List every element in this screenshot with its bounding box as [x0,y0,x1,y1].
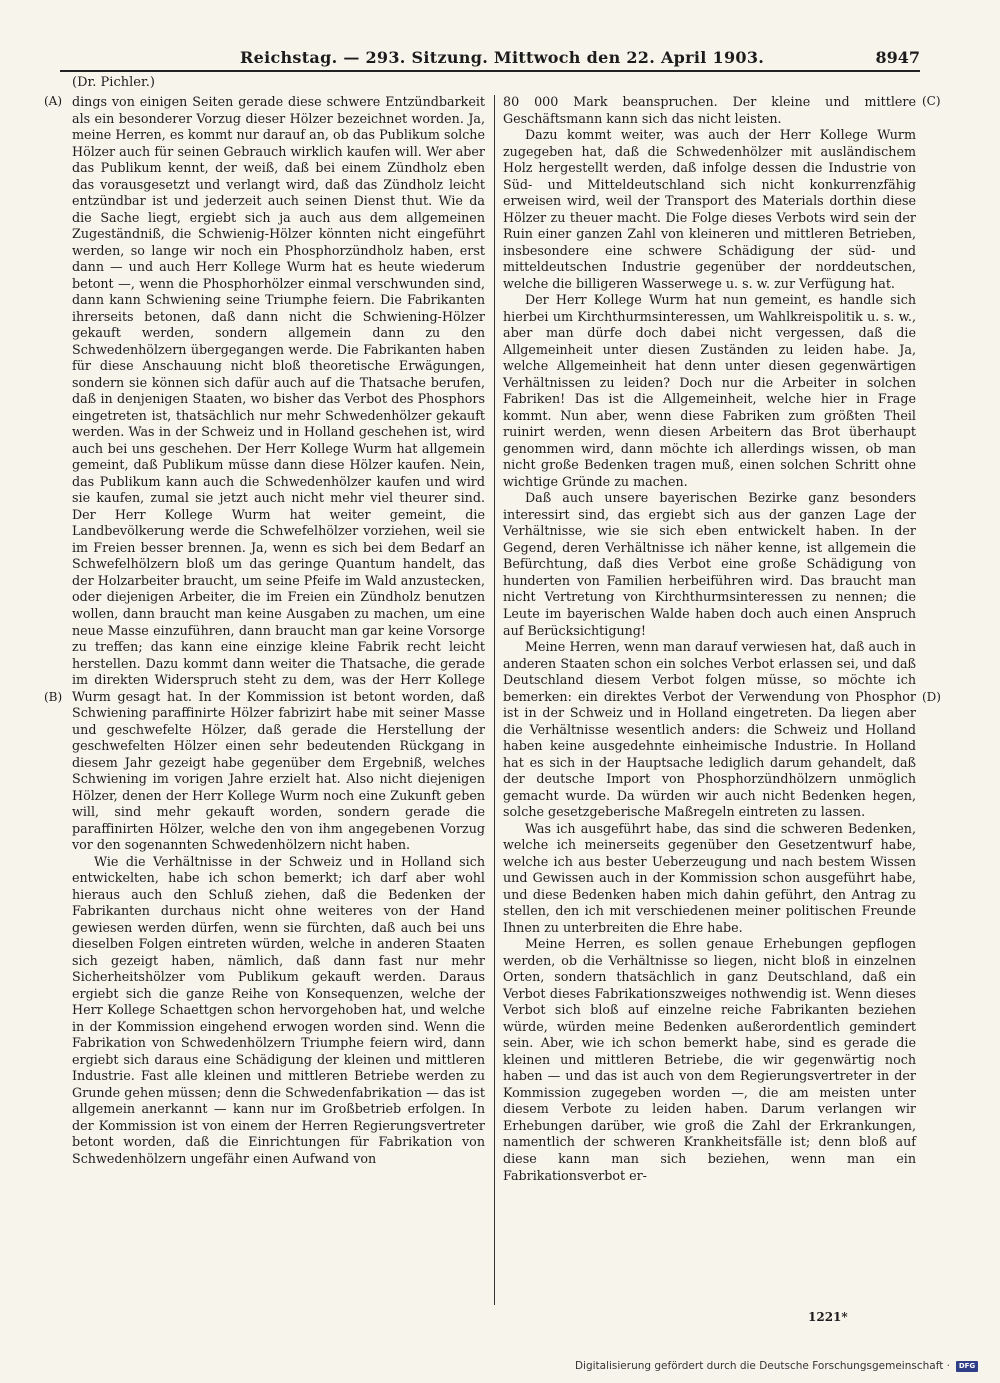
paragraph: Dazu kommt weiter, was auch der Herr Kollege Wurm zugegeben hat, daß die Schwedenhölzer mit ausländischem Holz hergestellt werden, daß infolge dessen die Industrie von Süd- und Mitteldeutschland sich nicht konkurrenzfähig erweisen wird, weil der Transport des Materials dorthin diese Hölzer zu theuer macht. Die Folge dieses Verbots wird sein der Ruin einer ganzen Zahl von kleineren und mittleren Betrieben, insbesondere eine schwere Schädigung der süd- und mitteldeutschen Industrie gegenüber der norddeutschen, welche die billigeren Wasserwege u. s. w. zur Verfügung hat. [503,127,916,291]
paragraph: dings von einigen Seiten gerade diese schwere Entzündbarkeit als ein besonderer Vorzug dieser Hölzer bezeichnet worden. Ja, meine Herren, es kommt nur darauf an, ob das Publikum solche Hölzer auch für seinen Gebrauch wirklich kaufen will. Wer aber das Publikum kennt, der weiß, daß bei einem Zündholz eben das vorausgesetzt und verlangt wird, daß das Zündholz leicht entzündbar ist und jederzeit auch seinen Dienst thut. Wie da die Sache liegt, ergiebt sich ja auch aus dem allgemeinen Zugeständniß, die Schwienig-Hölzer könnten nicht eingeführt werden, so lange wir noch ein Phosphorzündholz haben, erst dann — und auch Herr Kollege Wurm hat es heute wiederum betont —, wenn die Phosphorhölzer einmal verschwunden sind, dann kann Schwiening seine Triumphe feiern. Die Fabrikanten ihrerseits betonen, daß dann nicht die Schwiening-Hölzer gekauft werden, sondern allgemein dann zu den Schwedenhölzern übergegangen werde. Die Fabrikanten haben für diese Anschauung nicht bloß theoretische Erwägungen, sondern sie können sich dafür auch auf die Thatsache berufen, daß in denjenigen Staaten, wo bisher das Verbot des Phosphors eingetreten ist, thatsächlich nur mehr Schwedenhölzer gekauft werden. Was in der Schweiz und in Holland geschehen ist, wird auch bei uns geschehen. Der Herr Kollege Wurm hat allgemein gemeint, daß Publikum müsse dann diese Hölzer kaufen. Nein, das Publikum kann auch die Schwedenhölzer kaufen und wird sie kaufen, zumal sie jetzt auch nicht mehr viel theurer sind. Der Herr Kollege Wurm hat weiter gemeint, die Landbevölkerung werde die Schwefelhölzer vorziehen, weil sie im Freien besser brennen. Ja, wenn es sich bei dem Bedarf an Schwefelhölzern bloß um das geringe Quantum handelt, das der Holzarbeiter braucht, um seine Pfeife im Wald anzustecken, oder diejenigen Arbeiter, die im Freien ein Zündholz benutzen wollen, dann braucht man keine Ausgaben zu machen, um eine neue Masse einzuführen, dann braucht man gar keine Vorsorge zu treffen; das kann eine einzige kleine Fabrik recht leicht herstellen. Dazu kommt dann weiter die Thatsache, die gerade im direkten Widerspruch steht zu dem, was der Herr Kollege Wurm gesagt hat. In der Kommission ist betont worden, daß Schwiening paraffinirte Hölzer fabrizirt habe mit seiner Masse und geschwefelte Hölzer, daß gerade die Herstellung der geschwefelten Hölzer einen sehr bedeutenden Rückgang in diesem Jahr gezeigt habe gegenüber dem Ergebniß, welches Schwiening im vorigen Jahre erzielt hat. Also nicht diejenigen Hölzer, denen der Herr Kollege Wurm noch eine Zukunft geben will, sind mehr gekauft worden, sondern gerade die paraffinirten Hölzer, welche den von ihm angegebenen Vorzug vor den sogenannten Schwedenhölzern nicht haben. [72,94,485,853]
left-column [72,94,485,1168]
dfg-logo-icon: DFG [956,1361,978,1372]
margin-mark-a: (A) [44,94,63,108]
margin-mark-d: (D) [922,690,941,704]
printer-signature: 1221* [808,1310,848,1324]
running-title: Reichstag. — 293. Sitzung. Mittwoch den 22. April 1903. [240,48,765,67]
speaker-name: (Dr. Pichler.) [72,75,155,90]
paragraph: Der Herr Kollege Wurm hat nun gemeint, es handle sich hierbei um Kirchthurmsinteressen, um Wahlkreispolitik u. s. w., aber man dürfe doch dabei nicht vergessen, daß die Allgemeinheit unter diesen Zuständen zu leiden habe. Ja, welche Allgemeinheit hat denn unter diesen gegenwärtigen Verhältnissen zu leiden? Doch nur die Arbeiter in solchen Fabriken! Das ist die Allgemeinheit, welche hier in Frage kommt. Nun aber, wenn diese Fabriken zum größten Theil ruinirt werden, wenn diesen Arbeitern das Brot überhaupt genommen wird, dann möchte ich allerdings wissen, ob man nicht große Bedenken tragen muß, einen solchen Schritt ohne wichtige Gründe zu machen. [503,292,916,489]
margin-mark-b: (B) [44,690,63,704]
digitization-footer [575,1357,978,1375]
page-header [60,44,920,72]
page-number: 8947 [875,48,920,67]
column-divider [494,95,495,1305]
paragraph: Wie die Verhältnisse in der Schweiz und in Holland sich entwickelten, habe ich schon bemerkt; ich darf aber wohl hieraus auch den Schluß ziehen, daß die Bedenken der Fabrikanten durchaus nicht ohne weiteres von der Hand gewiesen werden dürfen, wenn sie fürchten, daß auch bei uns dieselben Folgen eintreten würden, welche in anderen Staaten sich gezeigt haben, nämlich, daß dann fast nur mehr Sicherheitshölzer vom Publikum gekauft werden. Daraus ergiebt sich die ganze Reihe von Konsequenzen, welche der Herr Kollege Schaettgen schon hervorgehoben hat, und welche in der Kommission eingehend erwogen worden sind. Wenn die Fabrikation von Schwedenhölzern Triumphe feiern wird, dann ergiebt sich daraus eine Schädigung der kleinen und mittleren Industrie. Fast alle kleinen und mittleren Betriebe werden zu Grunde gehen müssen; denn die Schwedenfabrikation — das ist allgemein anerkannt — kann nur im Großbetrieb erfolgen. In der Kommission ist von einem der Herren Regierungsvertreter betont worden, daß die Einrichtungen für Fabrikation von Schwedenhölzern ungefähr einen Aufwand von [72,853,485,1166]
header-rule [60,70,920,72]
margin-mark-c: (C) [922,94,941,108]
right-column [503,94,916,1184]
paragraph: Meine Herren, wenn man darauf verwiesen hat, daß auch in anderen Staaten schon ein solches Verbot erlassen sei, und daß Deutschland diesem Verbot folgen müsse, so möchte ich bemerken: ein direktes Verbot der Verwendung von Phosphor ist in der Schweiz und in Holland eingetreten. Da liegen aber die Verhältnisse wesentlich anders: die Schweiz und Holland haben keine ausgedehnte einheimische Industrie. In Holland hat es sich in der Hauptsache lediglich darum gehandelt, daß der deutsche Import von Phosphorzündhölzern unmöglich gemacht wurde. Da würden wir auch nicht Bedenken hegen, solche gesetzgeberische Maßregeln eintreten zu lassen. [503,639,916,820]
paragraph: Meine Herren, es sollen genaue Erhebungen gepflogen werden, ob die Verhältnisse so liegen, nicht bloß in einzelnen Orten, sondern thatsächlich in ganz Deutschland, daß ein Verbot dieses Fabrikationszweiges nothwendig ist. Wenn dieses Verbot sich bloß auf einzelne reiche Fabrikanten beziehen würde, würden meine Bedenken außerordentlich gemindert sein. Aber, wie ich schon bemerkt habe, sind es gerade die kleinen und mittleren Betriebe, die wir gegenwärtig noch haben — und das ist auch von dem Regierungsvertreter in der Kommission zugegeben worden —, die am meisten unter diesem Verbote zu leiden haben. Darum verlangen wir Erhebungen darüber, wie groß die Zahl der Erkrankungen, namentlich der schweren Krankheitsfälle ist; denn bloß auf diese kann man sich beziehen, wenn man ein Fabrikationsverbot er- [503,936,916,1183]
footer-text: Digitalisierung gefördert durch die Deutsche Forschungsgemeinschaft · [574,1360,950,1372]
paragraph: Daß auch unsere bayerischen Bezirke ganz besonders interessirt sind, das ergiebt sich aus der ganzen Lage der Verhältnisse, wie sie sich eben entwickelt haben. In der Gegend, deren Verhältnisse ich näher kenne, ist allgemein die Befürchtung, daß dies Verbot eine große Schädigung von hunderten von Familien herbeiführen wird. Das braucht man nicht Vertretung von Kirchthurmsinteressen zu nennen; die Leute im bayerischen Walde haben doch auch einen Anspruch auf Berücksichtigung! [503,490,916,638]
paragraph: Was ich ausgeführt habe, das sind die schweren Bedenken, welche ich meinerseits gegenüber den Gesetzentwurf habe, welche ich aus bester Ueberzeugung und nach bestem Wissen und Gewissen auch in der Kommission schon ausgeführt habe, und diese Bedenken haben mich dahin geführt, den Antrag zu stellen, den ich mit verschiedenen meiner politischen Freunde Ihnen zu unterbreiten die Ehre habe. [503,820,916,935]
paragraph: 80 000 Mark beanspruchen. Der kleine und mittlere Geschäftsmann kann sich das nicht leisten. [503,94,916,126]
